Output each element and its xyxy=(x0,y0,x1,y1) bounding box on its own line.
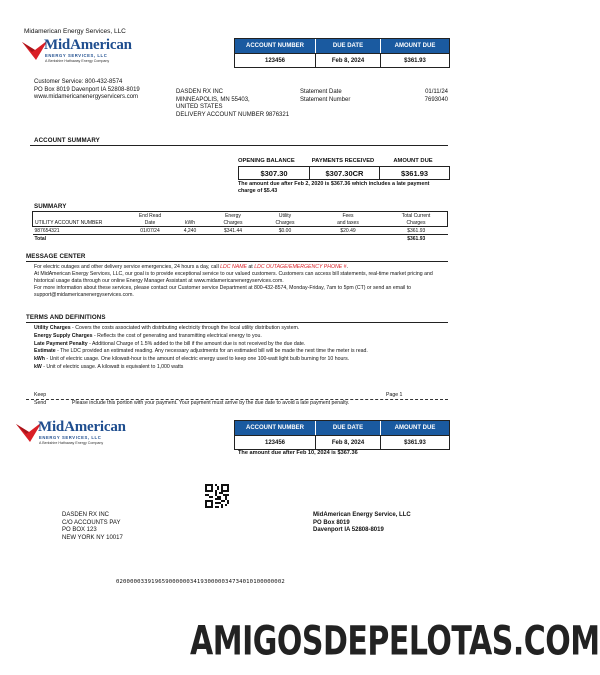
account-summary-headers xyxy=(238,158,448,166)
summary-energy-charges: $341.44 xyxy=(223,227,243,234)
account-table-stub xyxy=(234,420,450,450)
list-item: Utility Charges - Covers the costs associated with distributing electricity through the local utility distribution system. xyxy=(34,325,300,331)
summary-account-number: 987654321 xyxy=(34,227,60,234)
amount-due-summary-value: $361.93 xyxy=(379,167,449,179)
stub-account-number-header: ACCOUNT NUMBER xyxy=(235,421,315,435)
contact-block xyxy=(34,79,140,102)
logo-sub: ENERGY SERVICES, LLC xyxy=(39,435,102,440)
payments-received-value: $307.30CR xyxy=(309,167,379,179)
due-date-header: DUE DATE xyxy=(315,39,380,53)
opening-balance-value: $307.30 xyxy=(260,168,288,178)
summary-total-value: $361.93 xyxy=(407,235,426,242)
account-number-header: ACCOUNT NUMBER xyxy=(235,39,315,53)
message-center-body xyxy=(34,264,446,299)
remit-from-address: DASDEN RX INC C/O ACCOUNTS PAY PO BOX 123 NEW YORK NY 10017 xyxy=(62,512,123,541)
customer-address xyxy=(176,89,289,119)
stub-account-number-value: 123456 xyxy=(235,435,315,450)
list-item: Late Payment Penalty - Additional Charge of 1.5% added to the bill if the amount due is not received by the due date. xyxy=(34,340,306,347)
stub-late-note: The amount due after Feb 10, 2024 is $367.36 xyxy=(238,450,358,456)
summary-header-utility-2: Charges xyxy=(275,219,295,226)
logo-word: MidAmerican xyxy=(44,37,132,53)
amount-due-summary-header: AMOUNT DUE xyxy=(393,158,433,164)
list-item: Energy Supply Charges - Reflects the cost of generating and transmitting electrical energy to you. xyxy=(34,332,262,339)
list-item: kWh - Unit of electric usage. One kilowatt-hour is the amount of electric energy used to keep one 100-watt light bulb burning for 10 hours. xyxy=(34,356,350,363)
company-address: PO Box 8019 Davenport IA 52808-8019 xyxy=(34,86,140,93)
summary-table xyxy=(32,211,448,242)
summary-header-total-2: Charges xyxy=(385,219,448,227)
summary-title: SUMMARY xyxy=(34,203,67,210)
summary-header-kwh: kWh xyxy=(185,219,195,226)
midamerican-logo xyxy=(22,37,172,73)
summary-header-fees-1: Fees xyxy=(342,212,354,219)
summary-header-account: UTILITY ACCOUNT NUMBER xyxy=(33,219,128,227)
summary-fees: $20.49 xyxy=(340,227,356,234)
qr-code-icon xyxy=(205,484,229,508)
remit-to-address: MidAmerican Energy Service, LLC PO Box 8019 Davenport IA 52808-8019 xyxy=(313,512,411,533)
summary-header-energy-1: Energy xyxy=(225,212,241,219)
statement-number-value: 7693040 xyxy=(424,97,448,103)
account-summary-values xyxy=(238,166,450,180)
terms-title: TERMS AND DEFINITIONS xyxy=(26,314,106,321)
summary-kwh: 4,240 xyxy=(183,227,197,234)
statement-date-value: 01/11/24 xyxy=(425,89,448,95)
list-item: Estimate - The LDC provided an estimated reading. Any necessary adjustments for an estimated bill will be made the next time the meter is read. xyxy=(34,348,368,355)
terms-list xyxy=(34,325,446,372)
summary-total-label: Total xyxy=(34,235,47,242)
late-charge-note: The amount due after Feb 2, 2020 is $367.36 which includes a late payment charge of $5.43 xyxy=(238,181,430,194)
opening-balance-header: OPENING BALANCE xyxy=(238,158,295,164)
summary-header-total-1: Total Current xyxy=(385,212,448,220)
amount-due-header: AMOUNT DUE xyxy=(380,39,449,53)
logo-word: MidAmerican xyxy=(38,419,126,435)
divider xyxy=(26,322,448,323)
summary-header-fees-2: and taxes xyxy=(337,219,359,226)
divider xyxy=(26,261,448,262)
account-table-top xyxy=(234,38,450,68)
page-number: Page 1 xyxy=(386,392,403,398)
summary-utility-charges: $0.00 xyxy=(278,227,292,234)
logo-tagline: A Berkshire Hathaway Energy Company xyxy=(45,59,110,63)
logo-sub: ENERGY SERVICES, LLC xyxy=(45,53,108,58)
delivery-account-number: DELIVERY ACCOUNT NUMBER 9876321 xyxy=(176,111,290,118)
company-name: Midamerican Energy Services, LLC xyxy=(24,28,126,35)
stub-amount-due-value: $361.93 xyxy=(380,435,449,450)
payments-received-header: PAYMENTS RECEIVED xyxy=(311,158,375,164)
table-row xyxy=(33,235,448,243)
logo-tagline: A Berkshire Hathaway Energy Company xyxy=(39,441,104,445)
send-label: Send xyxy=(34,400,47,406)
amount-due-value: $361.93 xyxy=(380,53,449,68)
message-center-title: MESSAGE CENTER xyxy=(26,253,86,260)
summary-total-current: $361.93 xyxy=(407,227,426,234)
summary-header-enddate-1: End Read xyxy=(138,212,162,219)
keep-label: Keep xyxy=(34,392,47,398)
ocr-scanline: 020000033919659000000341930000034734010100000002 xyxy=(116,579,285,585)
customer-name: DASDEN RX INC xyxy=(176,89,224,95)
customer-country: UNITED STATES xyxy=(176,104,223,110)
stub-due-date-header: DUE DATE xyxy=(315,421,380,435)
outage-message: For electric outages and other delivery service emergencies, 24 hours a day, call LDC NAME at LDC OUTAGE/EMERGENCY PHONE #. xyxy=(34,264,348,270)
customer-service-phone: Customer Service: 800-432-8574 xyxy=(34,79,123,85)
summary-header-energy-2: Charges xyxy=(223,219,243,226)
due-date-value: Feb 8, 2024 xyxy=(315,53,380,68)
statement-number-label: Statement Number xyxy=(300,97,351,103)
midamerican-logo-stub xyxy=(16,419,166,455)
watermark-text: AMIGOSDEPELOTAS.COM xyxy=(190,618,600,666)
ldc-phone: LDC OUTAGE/EMERGENCY PHONE # xyxy=(254,264,347,270)
send-note: Please include this portion with your payment. Your payment must arrive by the due date to avoid a late payment penalty. xyxy=(72,400,350,406)
service-message: At MidAmerican Energy Services, LLC, our goal is to provide exceptional service to our valued customers. Customers can access bill statements, real-time market pricing and historical usage data through our online Energy Manager Assistant at www.midamericanenergyservices.com. xyxy=(34,271,433,284)
divider xyxy=(30,145,448,146)
summary-end-date: 01/07/24 xyxy=(140,227,160,234)
stub-amount-due-header: AMOUNT DUE xyxy=(380,421,449,435)
account-summary-title: ACCOUNT SUMMARY xyxy=(34,137,100,144)
ldc-name: LDC NAME xyxy=(220,264,247,270)
company-website: www.midamericanenergyservicers.com xyxy=(34,94,139,100)
account-number-value: 123456 xyxy=(235,53,315,68)
contact-message: For more information about these services, please contact our Customer service Department at 800-432-8574, Monday-Friday, 7am to 5pm (CT) or send an email to support@midamericanenergyservices.com. xyxy=(34,285,412,298)
table-row xyxy=(33,227,448,235)
statement-date-label: Statement Date xyxy=(300,89,342,95)
summary-header-enddate-2: Date xyxy=(144,219,156,226)
list-item: kW - Unit of electric usage. A kilowatt is equivalent to 1,000 watts xyxy=(34,363,184,370)
summary-header-utility-1: Utility xyxy=(278,212,292,219)
stub-due-date-value: Feb 8, 2024 xyxy=(315,435,380,450)
customer-city: MINNEAPOLIS, MN 55403, xyxy=(176,96,250,103)
